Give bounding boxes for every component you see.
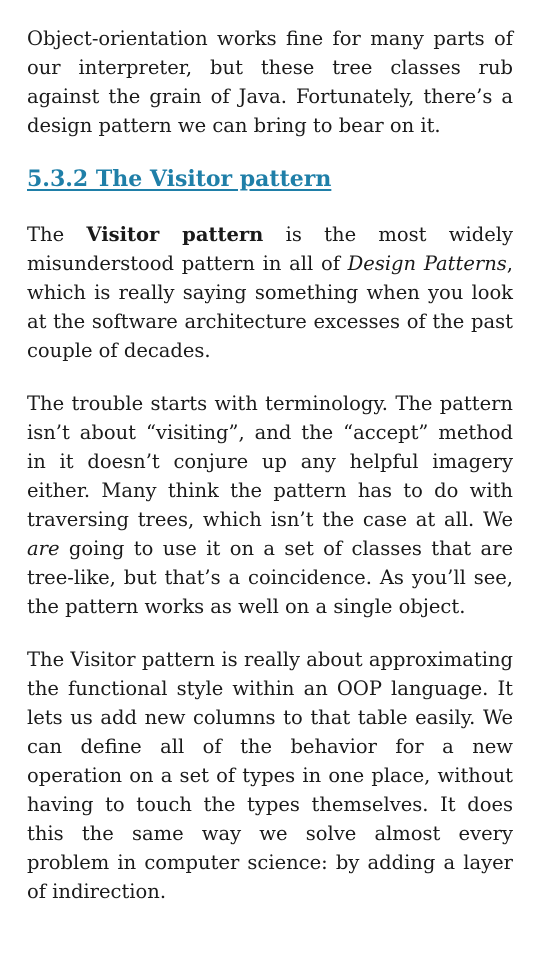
text-run: The (27, 223, 87, 246)
text-run: is the most widely misunderstood pattern in all of (27, 223, 513, 275)
section-heading-visitor-pattern[interactable]: 5.3.2 The Visitor pattern (27, 166, 332, 192)
intro-paragraph: Object-orientation works fine for many parts of our interpreter, but these tree classes rub against the grain of Java. Fortunately, there’s a design pattern we can bring to bear on it. (27, 27, 513, 137)
text-run: , which is really saying something when you look at the software architecture excesses of the past couple of decades. (27, 252, 513, 362)
book-title-design-patterns: Design Patterns (347, 252, 507, 275)
term-visitor-pattern: Visitor pattern (86, 223, 264, 246)
emphasis-are: are (27, 537, 60, 560)
functional-style-paragraph: The Visitor pattern is really about approximating the functional style within an OOP language. It lets us add new columns to that table easily. We can define all of the behavior for a new operation on a set of types in one place, without having to touch the types themselves. It does this the same way we solve almost every problem in computer science: by adding a layer of indirection. (27, 648, 513, 903)
text-run: The trouble starts with terminology. The pattern isn’t about “visiting”, and the “accept” method in it doesn’t conjure up any helpful imagery either. Many think the pattern has to do with traversing trees, which isn’t the case at all. We (27, 392, 513, 531)
book-page (27, 24, 513, 930)
terminology-paragraph (27, 389, 513, 621)
visitor-intro-paragraph (27, 220, 513, 365)
text-run: going to use it on a set of classes that are tree-like, but that’s a coincidence. As you’ll see, the pattern works as well on a single object. (27, 537, 513, 618)
